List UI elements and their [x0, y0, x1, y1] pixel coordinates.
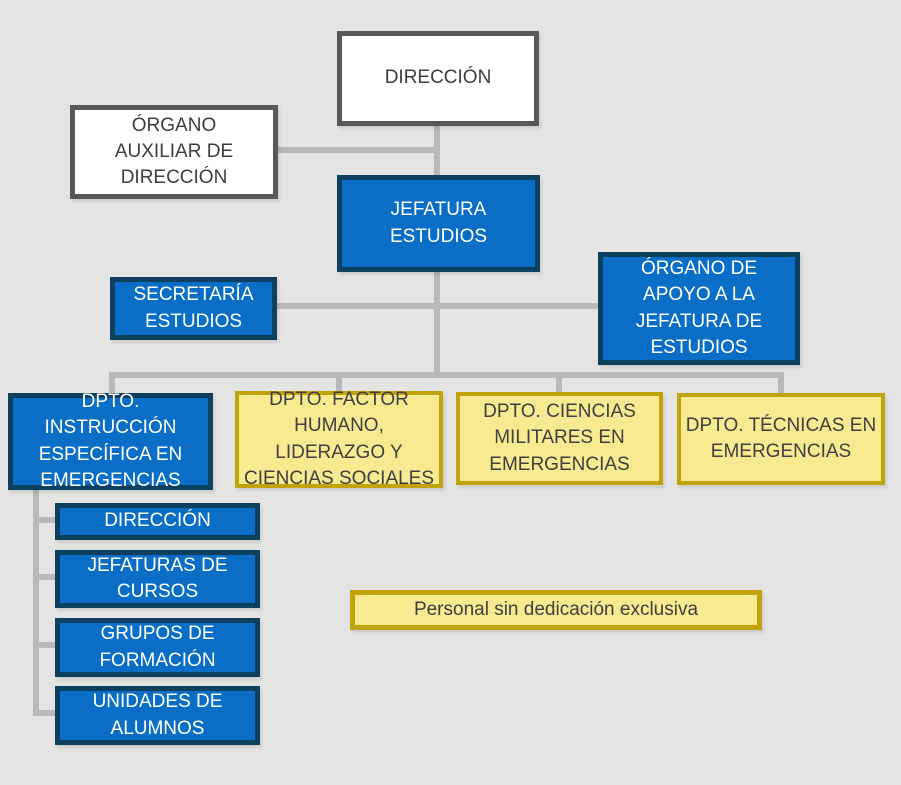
connector-jefatura-down: [434, 270, 440, 378]
connector-organo-auxiliar-branch: [275, 147, 437, 153]
node-sub-jefaturas-cursos: JEFATURAS DE CURSOS: [55, 550, 260, 608]
node-dpto-factor-humano: DPTO. FACTOR HUMANO, LIDERAZGO Y CIENCIAS SOCIALES: [235, 391, 443, 488]
node-sub-direccion: DIRECCIÓN: [55, 503, 260, 540]
node-dpto-ciencias-militares: DPTO. CIENCIAS MILITARES EN EMERGENCIAS: [456, 392, 663, 485]
node-direccion: DIRECCIÓN: [337, 31, 539, 126]
node-sub-unidades-alumnos: UNIDADES DE ALUMNOS: [55, 686, 260, 745]
node-organo-auxiliar-direccion: ÓRGANO AUXILIAR DE DIRECCIÓN: [70, 105, 278, 199]
legend-personal-sin-dedicacion: Personal sin dedicación exclusiva: [350, 590, 762, 630]
connector-secretaria-apoyo: [275, 303, 600, 309]
node-dpto-instruccion-especifica: DPTO. INSTRUCCIÓN ESPECÍFICA EN EMERGENCIAS: [8, 393, 213, 490]
node-secretaria-estudios: SECRETARÍA ESTUDIOS: [110, 277, 277, 340]
node-jefatura-estudios: JEFATURA ESTUDIOS: [337, 175, 540, 272]
connector-departments-distribution: [109, 372, 784, 378]
node-dpto-tecnicas-emergencias: DPTO. TÉCNICAS EN EMERGENCIAS: [677, 393, 885, 485]
node-sub-grupos-formacion: GRUPOS DE FORMACIÓN: [55, 618, 260, 677]
node-organo-apoyo-jefatura: ÓRGANO DE APOYO A LA JEFATURA DE ESTUDIOS: [598, 252, 800, 365]
